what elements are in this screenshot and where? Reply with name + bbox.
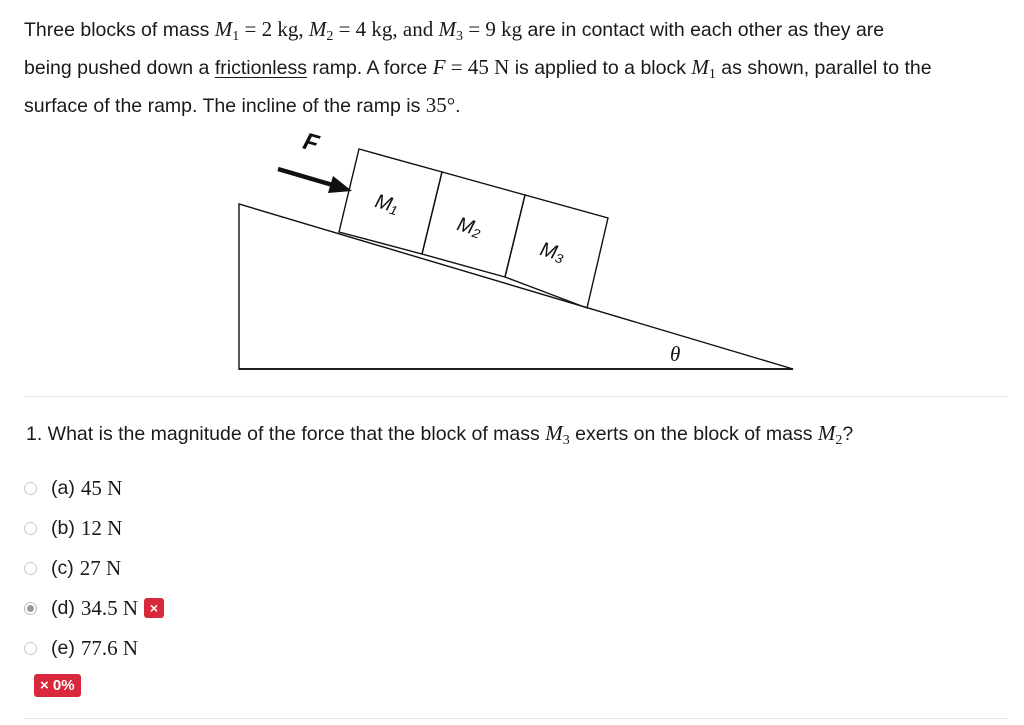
option-b[interactable]: (b) 12 N — [24, 512, 122, 544]
problem-line-1: Three blocks of mass $M_1 = 2$ kg, $M_2 = 4$ kg, and $M_3 = 9$ kg are in contact with each other as they are — [24, 17, 885, 44]
score-badge: × 0% — [34, 674, 81, 697]
incorrect-icon: × — [144, 598, 164, 618]
option-d[interactable]: (d) 34.5 N × — [24, 592, 164, 624]
option-c-radio[interactable] — [24, 562, 37, 575]
option-a-radio[interactable] — [24, 482, 37, 495]
problem-line-2: being pushed down a frictionless ramp. A force F = 45 N is applied to a block $M_1$ as shown, parallel to the — [24, 55, 932, 82]
option-b-radio[interactable] — [24, 522, 37, 535]
option-e[interactable]: (e) 77.6 N — [24, 632, 138, 664]
option-d-radio[interactable] — [24, 602, 37, 615]
angle-label: θ — [670, 342, 681, 366]
force-label: F — [300, 127, 322, 158]
divider-top — [24, 396, 1008, 397]
block-m3-label: M₃ — [537, 238, 568, 267]
divider-bottom — [24, 718, 1008, 719]
option-c[interactable]: (c) 27 N — [24, 552, 121, 584]
problem-line-3: surface of the ramp. The incline of the ramp is 35°. — [24, 93, 461, 117]
force-arrow — [278, 169, 352, 193]
question-text: 1. What is the magnitude of the force that the block of mass $M_3$ exerts on the block of mass $M_2$? — [26, 421, 854, 448]
option-a[interactable]: (a) 45 N — [24, 472, 122, 504]
option-e-radio[interactable] — [24, 642, 37, 655]
frictionless-link[interactable]: frictionless — [214, 57, 307, 79]
block-m1-label: M₁ — [372, 190, 401, 218]
ramp-triangle — [239, 204, 793, 369]
block-m2-label: M₂ — [454, 213, 484, 242]
